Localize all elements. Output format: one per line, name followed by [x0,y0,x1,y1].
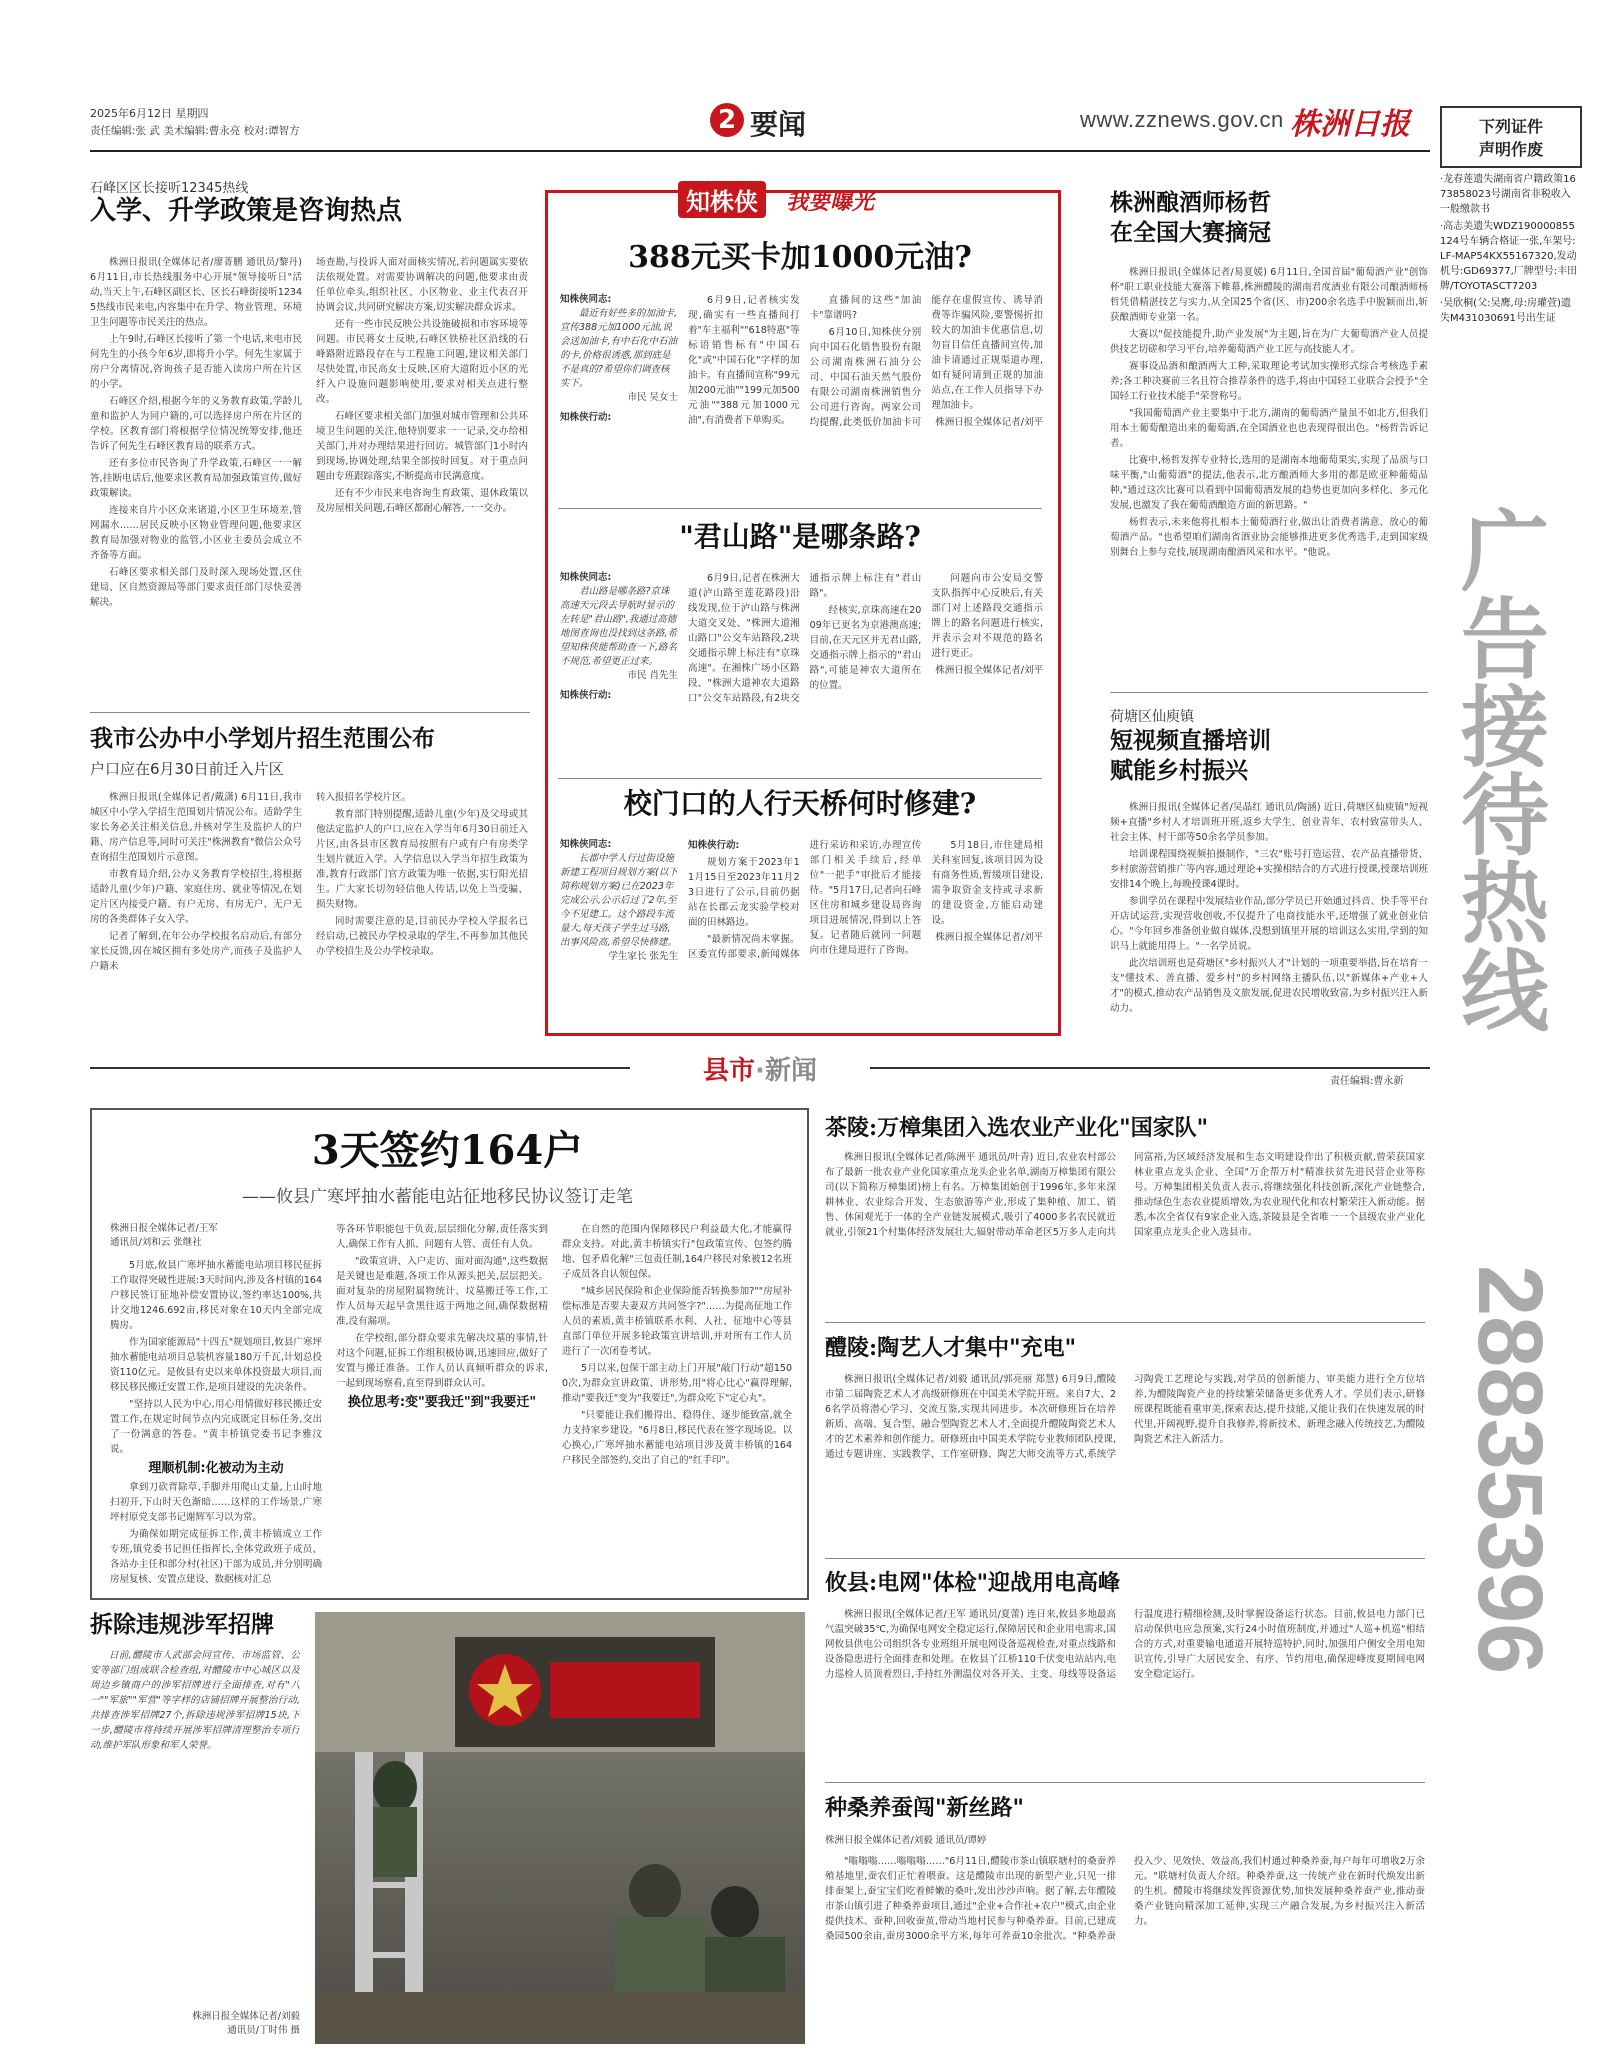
article-title: 茶陵:万樟集团入选农业产业化"国家队" [825,1115,1209,1141]
article-title: 我市公办中小学划片招生范围公布 [90,725,435,752]
article-body [1110,265,1428,685]
exposure-banner [678,181,918,217]
question-text: 最近有好些多的加油卡,宣传388元加1000元油,说会送加油卡,有中石化中石油的卡,价格很诱惑,那到底是不是真的?希望你们调查核实下。 [560,308,678,389]
page-editors: 责任编辑:张 武 美术编辑:曹永亮 校对:谭智方 [90,125,300,137]
article-paragraph: 培训课程围绕视频拍摄制作、"三农"账号打造运营、农产品直播带货、乡村旅游营销推广等内容,通过理论+实操相结合的方式进行授课,授课培训班安排14个晚上,每晚授课4课时。 [1110,849,1428,890]
article-paragraph: 石峰区要求相关部门加强对城市管理和公共环境卫生问题的关注,他特别要求一一记录,交办给相关部门,并对办理结果进行回访。城管部门1小时内到现场,协调处理,结果全部按时回复。对于重点问题由专班跟踪落实,不断提高市民满意度。 [316,411,528,482]
article-paragraph: "嗡嗡嗡……嗡嗡嗡……"6月11日,醴陵市茶山镇联塘村的桑蚕养殖基地里,蚕农们正忙着喂蚕。这是醴陵市出现的新型产业,只见一排排蚕架上,蚕宝宝们吃着鲜嫩的桑叶,发出沙沙声响。据了解,去年醴陵市茶山镇引进了种桑养蚕项目,通过"企业+合作社+农户"模式,由企业提供技术、蚕种,回收蚕茧,带动当地村民参与种桑养蚕。目前,已建成桑园500余亩,蚕房3000余平方米,每年可养蚕10余批次。"种桑养蚕投入少、见效快、效益高,我们村通过种桑养蚕,每户每年可增收2万余元。"联塘村负责人介绍。种桑养蚕,这一传统产业在新时代焕发出新的生机。醴陵市将继续发挥资源优势,加快发展种桑养蚕产业,推动蚕桑产业链向精深加工延伸,实现三产融合发展,为乡村振兴注入新活力。 [825,1856,1425,1942]
question-signer: 市民 吴女士 [627,392,678,403]
notices-list [1440,172,1578,326]
article-paragraph: 此次培训班也是荷塘区"乡村振兴人才"计划的一项重要举措,旨在培育一支"懂技术、善直播、爱乡村"的乡村网络主播队伍,以"新媒体+产业+人才"的模式,推动农产品销售及文旅发展,促进农民增收致富,为乡村振兴注入新动力。 [1110,958,1428,1014]
masthead-rule [90,150,1430,152]
article-liling [825,1330,1425,1555]
article-paragraph: "城乡居民保险和企业保险能否转换参加?""房屋补偿标准是否要夫妻双方共同签字?"……为提高征地工作人员的素质,黄丰桥镇联系水利、人社、征地中心等县直部门单位开展多轮政策宣讲培训,并对所有工作人员进行了一次闭卷考试。 [562,1286,792,1357]
article-paragraph: 石峰区要求相关部门及时深入现场处置,区住建局、区自然资源局等部门要求责任部门尽快妥善解决。 [90,567,302,608]
section-dot: · [755,1056,765,1086]
article-paragraph: 还有不少市民来电咨询生育政策、退休政策以及房屋相关问题,石峰区都耐心解答,一一交办。 [316,488,528,514]
divider [1110,692,1428,693]
asker-label: 知株侠同志: [560,294,612,305]
article-body [825,1150,1425,1315]
divider [558,508,1042,509]
exposure-q1-title: 388元买卡加1000元油? [628,240,972,275]
credit-text: 株洲日报全媒体记者/刘毅 通讯员/丁时伟 摄 [192,2011,300,2036]
article-body [825,1607,1425,1775]
exposure-q2-title: "君山路"是哪条路? [679,520,921,553]
article-title-line2: 在全国大赛摘冠 [1110,219,1271,246]
article-paragraph: 在自然的范围内保障移民户利益最大化,才能赢得群众支持。对此,黄丰桥镇实行"包政策宣传、包签约腾地、包矛盾化解"三包责任制,164户移民对象被12名班子成员各自认领包保。 [562,1224,792,1280]
page-number-badge: 2 [710,103,744,137]
article-paragraph: 参训学员在课程中发展结业作品,部分学员已开始通过抖音、快手等平台开店试运营,实现营收创收,不仅提升了电商技能水平,还增强了就业创业信心。"今年回乡准备创业做自媒体,没想到镇里开展的培训这么实用,学到的知识马上就能用得上。"一名学员说。 [1110,896,1428,952]
action-credit: 株洲日报全媒体记者/刘平 [935,932,1043,943]
article-paragraph: 5月以来,包保干部主动上门开展"敲门行动"超1500次,为群众宣讲政策、讲形势,用"将心比心"赢得理解,推动"要我迁"变为"我要迁",为群众吃下"定心丸"。 [562,1363,792,1404]
article-body [825,1854,1425,2044]
article-paragraph: 转入报招名学校片区。 [316,792,412,803]
divider [825,1322,1425,1323]
action-paragraph: "最新情况尚未掌握。区委宣传部要求,新闻媒体进行采访和采访,办理宣传部门相关手续后,经单位"一把手"审批后才能接待。"5月17日,记者向石峰区住房和城乡建设局咨询项目进展情况,得到以上答复。记者随后就同一问题向市住建局进行了咨询。 [688,840,922,960]
article-paragraph: 大赛以"促技能提升,助产业发展"为主题,旨在为广大葡萄酒产业人员提供技艺切磋和学习平台,培养葡萄酒产业工匠与高技能人才。 [1110,329,1428,355]
article-paragraph: 上午9时,石峰区长接听了第一个电话,来电市民何先生的小孩今年6岁,即将升小学。何先生家属于房户分离情况,咨询孩子是否能入读房户所在片区的小学。 [90,334,302,390]
article-paragraph: 场查勘,与投诉人面对面核实情况,若问题属实要依法依规处置。对需要协调解决的问题,他要求由责任单位牵头,组织社区、小区物业、业主代表召开协调会议,共同研究解决方案,切实解决群众诉求。 [316,257,528,313]
section-label [660,1050,860,1087]
ad-hotline-number: 28835396 [1459,1265,1561,1675]
article-title: 攸县:电网"体检"迎战用电高峰 [825,1570,1121,1596]
article-paragraph: 比赛中,杨哲发挥专业特长,选用的是湖南本地葡萄果实,实现了品质与口味平衡,"山葡萄酒"的提法,他表示,北方酿酒师大多用的都是欧亚种葡萄品种,"通过这次比赛可以看到中国葡萄酒发展的趋势也更加向多样化、多元化发展,也激发了我在葡萄酒酿造方面的新思路。" [1110,455,1428,511]
action-credit: 株洲日报全媒体记者/刘平 [935,417,1043,428]
action-paragraph: 5月18日,市住建局相关科室回复,该项目因为设有商务性质,暂缓项目建设,需争取资金支持或寻求新的建设资金,方能启动建设。 [931,840,1043,926]
article-body [90,1648,300,1968]
article-paragraph: "坚持以人民为中心,用心用情做好移民搬迁安置工作,在规定时间节点内完成既定目标任务,交出了一份满意的答卷。"黄丰桥镇党委书记李雅汶说。 [110,1399,322,1455]
notices-title-box [1440,106,1582,168]
action-paragraph: 问题向市公安局交警支队指挥中心反映后,有关部门对上述路段交通指示牌上的路名问题进行核实,并表示会对不规范的路名进行更正。 [931,573,1043,659]
exposure-q3-action [688,838,1043,1023]
exposure-q3-letter [560,838,678,1023]
article-12345 [90,165,530,710]
article-byline: 株洲日报全媒体记者/刘毅 通讯员/谭婷 [825,1835,987,1846]
section-rule-left [90,1067,630,1069]
action-credit: 株洲日报全媒体记者/刘平 [935,665,1043,676]
article-brewer [1070,180,1428,690]
article-paragraph: 在学校组,部分群众要求先解决坟墓的事情,针对这个问题,征拆工作组积极协调,迅速回应,做好了安置与搬迁准备。工作人员认真倾听群众的诉求,一起到现场察看,直至得到群众认可。 [336,1333,548,1389]
article-title-line1: 短视频直播培训 [1110,727,1271,754]
action-paragraph: 经核实,京珠高速在2009年已更名为京港澳高速;目前,在天元区并无君山路,交通指示牌上指示的"君山路",可能是神农大道所在的位置。 [809,605,922,691]
article-paragraph: 连接来自片小区众来诸道,小区卫生环境差,管网漏水……居民反映小区物业管理问题,他要求区教育局加强对物业的监管,小区业主委员会成立不齐备等方面。 [90,505,302,561]
asker-label: 知株侠同志: [560,839,612,850]
article-body-col2 [336,1222,548,1588]
action-paragraph: 6月10日,知株侠分别向中国石化销售股份有限公司湖南株洲石油分公司、中国石油天然气股份有限公司湖南株洲销售分公司进行咨询。两家公司均提醒,此类低价加油卡可能存在虚假宣传、诱导消费等诈骗风险,要警惕折扣较大的加油卡优惠信息,切勿盲目信任直播间宣传,加油卡请通过正规渠道办理,如有疑问请到正规的加油站点,在工作人员指导下办理加油卡。 [809,295,1043,428]
article-paragraph: 株洲日报讯(全媒体记者/刘毅 通讯员/郭亮丽 郑慧) 6月9日,醴陵市第二届陶瓷艺术人才高级研修班在中国美术学院开班。来自7大、26名学员将潜心学习、交流互鉴,实现共同进步。本次研修班旨在培养新质、高端、复合型、融合型陶瓷艺术人才,全面提升醴陵陶瓷艺术人才的艺术素养和创作能力。研修班由中国美术学院专业教师团队授课,通过专题讲座、实践教学、工作室研修、陶艺大师交流等方式,系统学习陶瓷工艺理论与实践,对学员的创新能力、审美能力进行全方位培养,为醴陵陶瓷产业的持续繁荣储备更多优秀人才。学员们表示,研修班课程既能看重审美,探索表达,提升技能,又能让我们在快速发展的时代里,开阔视野,提升自我修养,将新技术、新理念融入传统技艺,为醴陵陶瓷艺术注入新活力。 [825,1374,1425,1460]
article-subtitle: ——攸县广寒坪抽水蓄能电站征地移民协议签订走笔 [242,1187,633,1207]
notices-sidebar [1440,100,1580,2000]
article-paragraph: 杨哲表示,未来他将扎根本土葡萄酒行业,做出让消费者满意、放心的葡萄酒产品。"也希望咱们湖南省酒业协会能够推进更多优秀选手,走到国家级别舞台上参与竞技,展现湖南酿酒风采和水平。"他说。 [1110,517,1428,558]
action-label: 知株侠行动: [560,690,612,701]
article-body-col2 [316,790,528,1045]
article-paragraph: 还有多位市民咨询了升学政策,石峰区一一解答,挂断电话后,他要求区教育局加强政策宣传,做好政策解读。 [90,458,302,499]
exposure-q1-action [688,293,1043,498]
article-paragraph: 株洲日报讯(全媒体记者/廖菁鹏 通讯员/黎丹) 6月11日,市长热线服务中心开展"领导接听日"活动,当天上午,石峰区副区长、区长石峰街接听12345热线市民来电,内容集中在升学、物业管理、环境卫生问题等市民关注的热点。 [90,257,302,328]
section-editor: 责任编辑:曹永新 [1330,1076,1404,1087]
article-subtitle: 户口应在6月30日前迁入片区 [90,760,284,778]
article-paragraph: 日前,醴陵市人武部会同宣传、市场监管、公安等部门组成联合检查组,对醴陵市中心城区以及周边乡镇商户的涉军招牌进行全面排查,对有"八一""军旅""军营"等字样的店铺招牌开展整治行动,共排查涉军招牌27个,拆除违规涉军招牌15块,下一步,醴陵市将持续开展涉军招牌清理整治专项行动,维护军队形象和军人荣誉。 [90,1650,300,1751]
article-paragraph: 等各环节职能包干负责,层层细化分解,责任落实到人,确保工作有人抓、问题有人管、责任有人负。 [336,1224,548,1250]
exposure-q2-letter [560,571,678,771]
article-paragraph: 为确保如期完成征拆工作,黄丰桥镇成立工作专班,镇党委书记担任指挥长,全体党政班子成员、各站办主任和部分村(社区)干部为成员,并分别明确房屋复核、安置点建设、数据核对汇总 [110,1529,322,1585]
action-paragraph: 规划方案于2023年11月15日至2023年11月23日进行了公示,目前仍据站在长郡云龙实验学校对面的田林路边。 [688,857,800,928]
article-body-col3 [562,1222,792,1588]
article-paragraph: 拿到刀砍背除草,手脚并用爬山丈量,上山时地扫初开,下山时天色渐暗……这样的工作场景,广寒坪村原党支部书记谢辉军习以为常。 [110,1482,322,1523]
news-photo [315,1612,805,2044]
article-paragraph: 同时需要注意的是,目前民办学校入学报名已经启动,已被民办学校录取的学生,不再参加其他民办学校招生及公办学校录取。 [316,916,528,957]
article-paragraph: "只要能让我们搬得出、稳得住、逐步能致富,就全力支持家乡建设。"6月8日,移民代表在签字现场说。以心换心,广寒坪抽水蓄能电站项目涉及黄丰桥镇的164户移民全部签约,交出了自己的"红手印"。 [562,1410,792,1466]
action-paragraph: 6月9日,记者核实发现,确实有一些直播间打着"车主福利""618特惠"等标语销售标有"中国石化"或"中国石化"字样的加油卡。有直播间宣称"99元加200元油""199元加500元油""388元加1000元油",有消费者下单购买。 [688,295,800,426]
article-kicker: 石峰区区长接听12345热线 [90,181,249,196]
county-section-bar [90,1050,1430,1086]
question-text: 君山路是哪条路?京珠高速天元段去导航时显示的左转是"君山路",我通过高德地图查询也没找到这条路,希望知株侠能帮助查一下,路名不规范,希望更正过来。 [560,586,678,667]
page-section-title: 要闻 [750,108,807,141]
action-paragraph: 直播间的这些"加油卡"靠谱吗? [809,295,922,321]
photo-scene [315,1612,805,2044]
article-paragraph: 株洲日报讯(全媒体记者/吴晶红 通讯员/陶涵) 近日,荷塘区仙庾镇"短视频+直播"乡村人才培训班开班,返乡大学生、创业青年、农村致富带头人、社会主体、村干部等50余名学员参加。 [1110,802,1428,843]
article-paragraph: 作为国家能源局"十四五"规划项目,攸县广寒坪抽水蓄能电站项目总装机容量180万千瓦,计划总投资110亿元。是攸县有史以来单体投资最大项目,而移民移民搬迁安置工作,是项目建设的先决条件。 [110,1337,322,1393]
article-paragraph: 株洲日报讯(全媒体记者/戴潇) 6月11日,我市城区中小学入学招生范围划片情况公布。适龄学生家长务必关注相关信息,并核对学生及监护人的户籍、房产信息等,同时可关注"株洲教育"微信公众号查询招生范围划片示意图。 [90,792,302,863]
notice-item: ·龙春莲遗失湖南省户籍政策1673858023号湖南省非税收入一般缴款书 [1440,174,1576,215]
question-text: 长郡中学人行过街设施新建工程项目规划方案(以下简称规划方案)已在2023年完成公示,公示后过了2年,至今不见建工。这个路段车流量大,每天孩子学生过马路,出事风险高,希望尽快修建。 [560,853,678,948]
article-paragraph: 株洲日报讯(全媒体记者/王军 通讯员/夏蕾) 连日来,攸县多地最高气温突破35℃,为确保电网安全稳定运行,保障居民和企业用电需求,国网攸县供电公司组织各专业班组开展电网设备巡视检查,对重点线路和设备隐患进行全面排查和处理。在攸县丫江桥110千伏变电站站内,电力巡检人员顶着烈日,手持红外测温仪对各开关、主变、母线等设备运行温度进行精细检测,及时掌握设备运行状态。目前,攸县电力部门已启动保供电应急预案,实行24小时值班制度,并通过"人巡+机巡"相结合的方式,对重要输电通道开展特巡特护,同时,加强用户侧安全用电知识宣传,引导广大居民安全、有序、节约用电,确保迎峰度夏期间电网安全稳定运行。 [825,1609,1425,1680]
article-title-line2: 赋能乡村振兴 [1110,757,1248,784]
article-chaling [825,1110,1425,1320]
section-label-a: 县市 [703,1056,756,1086]
exposure-q1-letter [560,293,678,498]
exposure-q2-action [688,571,1043,771]
ad-hotline-label: 广告接待热线 [1447,505,1550,1033]
article-paragraph: 5月底,攸县广寒坪抽水蓄能电站项目移民征拆工作取得突破性进展:3天时间内,涉及各村镇的164户移民签订征地补偿安置协议,签约率达100%,共计交地1246.692亩,移民对象在10天内全部完成腾房。 [110,1260,322,1331]
article-paragraph: 株洲日报讯(全媒体记者/陈洲平 通讯员/叶青) 近日,农业农村部公布了最新一批农业产业化国家重点龙头企业名单,湖南万樟集团有限公司(以下简称万樟集团)榜上有名。万樟集团始创于1996年,多年来深耕林业、农业综合开发、生态旅游等产业,形成了集种植、加工、销售、休闲观光于一体的全产业链发展模式,吸引了4000多名农民就近就业,引领21个村集体经济发展壮大,辐射带动革命老区5万多人走向共同富裕,为区域经济发展和生态文明建设作出了积极贡献,曾荣获国家林业重点龙头企业、全国"万企帮万村"精准扶贫先进民营企业等称号。万樟集团相关负责人表示,将继续强化科技创新,深化产业链整合,推动绿色生态农业提质增效,为农业现代化和农村繁荣注入新动能。据悉,本次全省仅有9家企业入选,茶陵县是全省唯一一个县级农业产业化国家重点龙头企业入选县市。 [825,1152,1425,1238]
article-title-line1: 株洲酿酒师杨哲 [1110,189,1271,216]
notice-item: ·吴欣桐(父:吴鹰,母:房瓘萱)遗失M431030691号出生证 [1440,298,1571,324]
article-body [90,790,302,1045]
action-label: 知株侠行动: [688,840,740,851]
article-paragraph: 株洲日报讯(全媒体记者/易夏媛) 6月11日,全国首届"葡萄酒产业"创饰杯"职工职业技能大赛落下帷幕,株洲醴陵的湖南君度酒业有限公司酿酒师杨哲凭借精湛技艺与实力,从全国25个省(区、市)200余名选手中脱颖而出,斩获酿酒师专业第一名。 [1110,267,1428,323]
article-body-col1 [110,1258,322,1588]
exposure-q3-title: 校门口的人行天桥何时修建? [623,787,977,820]
article-paragraph: 记者了解到,在年公办学校报名启动后,有部分家长反馈,因在城区拥有多处房产,而孩子及监护人户籍未 [90,931,302,972]
divider [558,778,1042,779]
article-body-col2 [316,255,528,705]
notices-title-line1: 下列证件 [1478,117,1543,136]
article-subhead: 理顺机制:化被动为主动 [148,1461,284,1476]
section-label-b: 新闻 [764,1056,817,1086]
divider [90,712,530,713]
article-title: 入学、升学政策是咨询热点 [90,196,403,226]
issue-date: 2025年6月12日 星期四 [90,107,209,120]
article-subhead: 换位思考:变"要我迁"到"我要迁" [347,1395,537,1410]
article-youxian-power [825,1565,1425,1780]
exposure-box [545,187,1061,1036]
article-paragraph: "我国葡萄酒产业主要集中于北方,湖南的葡萄酒产量虽不如北方,但我们用本土葡萄酿造出来的葡萄酒,在全国酒业也也表现得很出色。"杨哲告诉记者。 [1110,408,1428,449]
article-title: 3天签约164户 [311,1127,584,1174]
paper-logo: 株洲日报 [1290,107,1410,142]
article-school [90,718,530,1048]
divider [825,1558,1425,1559]
article-heyi [1070,700,1428,1050]
article-paragraph: 赛事设品酒和酿酒两大工种,采取理论考试加实操形式综合考核选手素养;各工种决赛前三名且符合推荐条件的选手,将由中国轻工业联合会授予"全国轻工行业技术能手"荣誉称号。 [1110,361,1428,402]
article-body [90,255,302,705]
article-kicker: 荷塘区仙庾镇 [1110,709,1194,725]
article-title: 拆除违规涉军招牌 [90,1611,274,1638]
article-byline [110,1222,320,1250]
article-paragraph: 教育部门特别提醒,适龄儿童(少年)及父母或其他法定监护人的户口,应在入学当年6月30日前迁入片区,由各县市区教育局按照有户或有户有房类学生划片就近入学。入学信息以入学当年招生政策为准,教育行政部门官方政策为唯一依据,实行阳光招生。广大家长切勿轻信他人传话,以免上当受骗、损失财物。 [316,809,528,910]
article-title: 醴陵:陶艺人才集中"充电" [825,1335,1077,1361]
masthead [90,105,1470,145]
byline-text: 株洲日报全媒体记者/王军 通讯员/刘和云 张继社 [110,1223,218,1248]
article-zhanggui [90,1608,805,2048]
photo-credit [90,2010,300,2038]
action-paragraph: 6月9日,记者在株洲大道(泸山路至莲花路段)沿线发现,位于泸山路与株洲大道交叉处、"株洲大道湘山路口"公交车站路段,2块交通指示牌上标注有"京珠高速"。在湘株广场小区路段、"株洲大道神农大道路口"公交车站路段,有2块交通指示牌上标注有"君山路"。 [688,573,922,704]
article-paragraph: 市教育局介绍,公办义务教育学校招生,将根据适龄儿童(少年)户籍、家庭住房、就业等情况,在划定片区内接受户籍、有户无房、有房无户、无户无房的各类群体子女入学。 [90,869,302,925]
exposure-brand: 知株侠 [678,181,766,218]
question-signer: 学生家长 张先生 [608,951,678,962]
article-paragraph: "政策宣讲、入户走访、面对面沟通",这些数据是关键也是难题,各项工作从源头把关,层层把关。面对复杂的房屋附属物统计、坟墓搬迁等工作,工作人员每天起早贪黑往返于两地之间,确保数据精准,没有漏项。 [336,1256,548,1327]
question-signer: 市民 肖先生 [627,670,678,681]
article-body [825,1372,1425,1550]
website-url: www.zznews.gov.cn [1080,107,1284,132]
asker-label: 知株侠同志: [560,572,612,583]
notices-title-line2: 声明作废 [1478,140,1543,159]
exposure-tag: 我要曝光 [786,189,875,215]
article-paragraph: 还有一些市民反映公共设施破损和市容环境等问题。市民蒋女士反映,石峰区铁桥社区沿线的石峰路附近路段存在与工程施工问题,建议相关部门尽快处置,市民高女士反映,区府大道附近小区的光纤入户设施问题影响使用,要求对相关点进行整改。 [316,319,528,405]
notice-item: ·高志美遗失WDZ190000855124号车辆合格证一张,车架号:LF-MAP54KX55167320,发动机号:GD69377,厂牌型号:丰田牌/TOYOTASCT7203 [1440,221,1578,292]
divider [825,1782,1425,1783]
article-silk [825,1790,1425,2050]
section-rule-right [870,1067,1430,1069]
article-title: 种桑养蚕闯"新丝路" [825,1795,1024,1821]
article-body [1110,800,1428,1045]
article-youxian-box [90,1108,809,1600]
article-paragraph: 石峰区介绍,根据今年的义务教育政策,学龄儿童和监护人为同户籍的,可以选择房户所在片区的学校。区教育部门将根据学位情况统筹安排,他还告诉了何先生石峰区教育局的联系方式。 [90,396,302,452]
action-label: 知株侠行动: [560,412,612,423]
